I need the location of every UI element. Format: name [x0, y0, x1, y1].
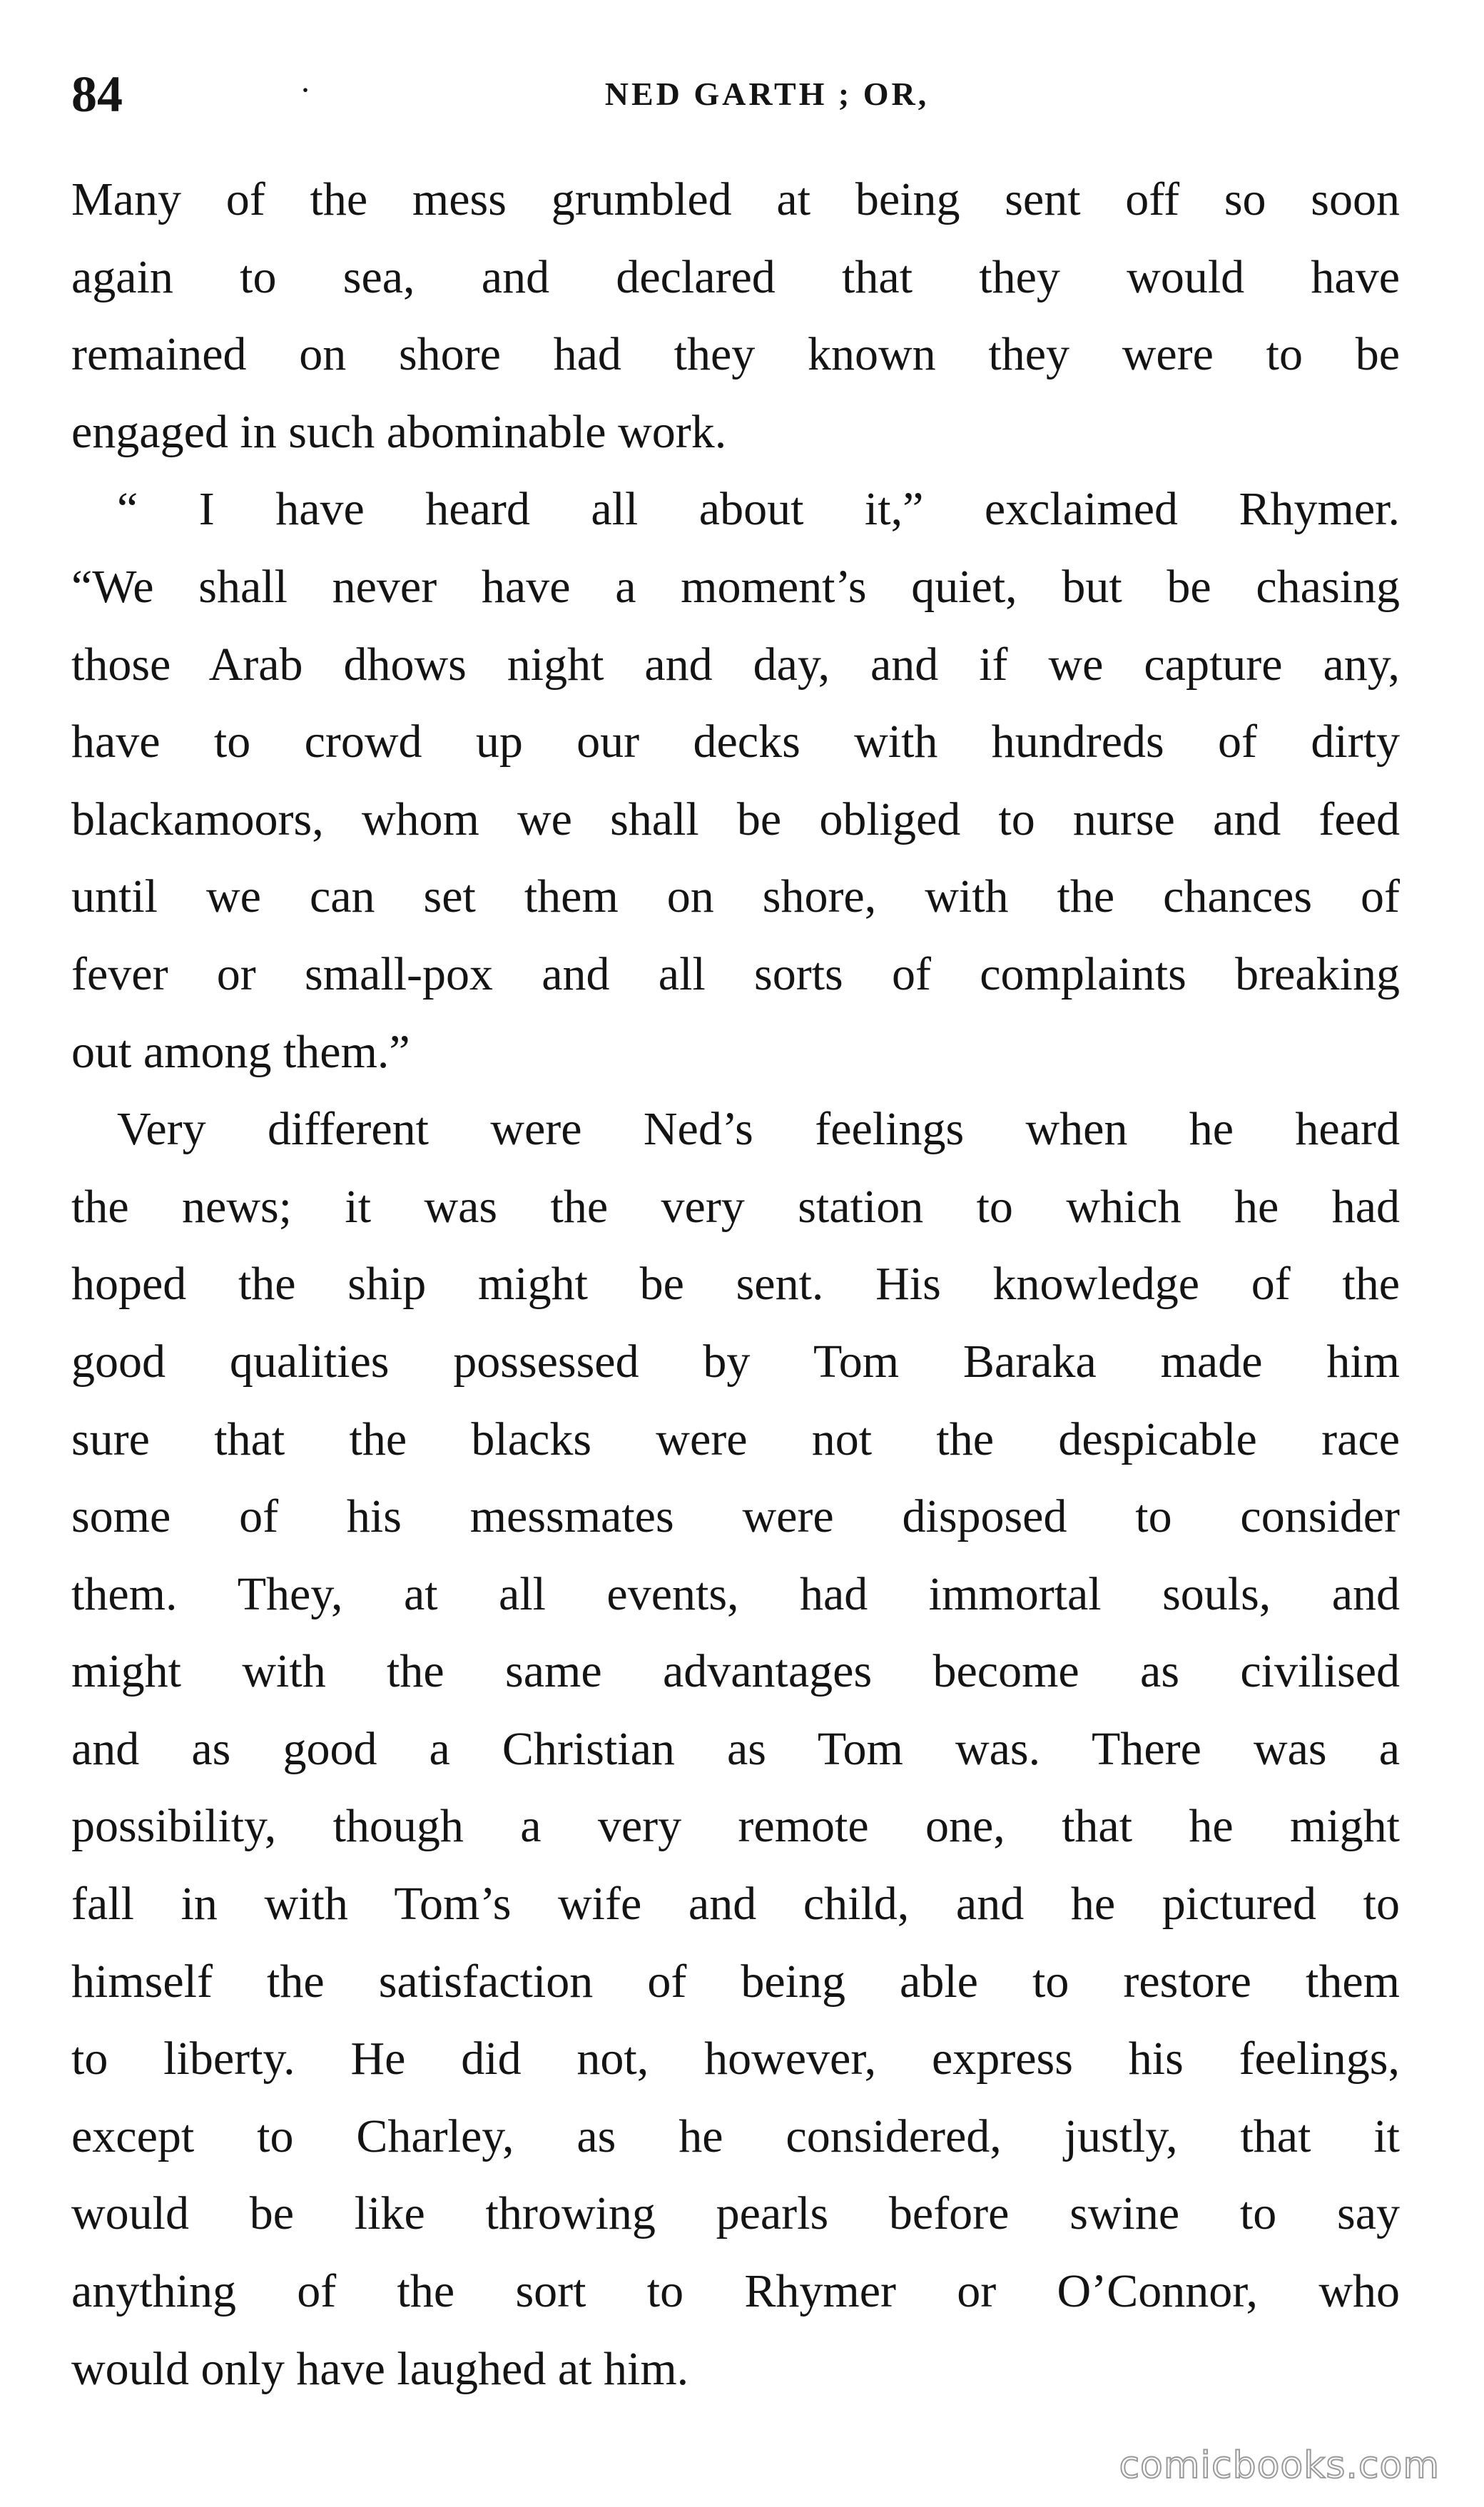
text-line: those Arab dhows night and day, and if we capture any,	[71, 638, 1400, 691]
text-line: Very different were Ned’s feelings when he heard	[117, 1103, 1400, 1156]
text-line: the news; it was the very station to which he had	[71, 1180, 1400, 1233]
text-line: except to Charley, as he considered, justly, that it	[71, 2110, 1400, 2162]
text-line: out among them.”	[71, 1025, 410, 1078]
text-line: to liberty. He did not, however, express his feelings,	[71, 2033, 1400, 2085]
text-line: would be like throwing pearls before swine to say	[71, 2187, 1400, 2240]
text-line: possibility, though a very remote one, that he might	[71, 1800, 1400, 1853]
text-line: and as good a Christian as Tom was. There was a	[71, 1722, 1400, 1775]
text-line: remained on shore had they known they were to be	[71, 328, 1400, 381]
paragraph	[71, 1091, 1400, 2408]
header-dot: ·	[300, 71, 311, 109]
watermark: comicbooks.com	[1119, 2444, 1440, 2487]
text-line: anything of the sort to Rhymer or O’Connor, who	[71, 2265, 1400, 2318]
text-line: have to crowd up our decks with hundreds of dirty	[71, 716, 1400, 768]
text-line: would only have laughed at him.	[71, 2342, 689, 2395]
page-number: 84	[71, 66, 123, 123]
paragraph	[71, 471, 1400, 1091]
text-line: “We shall never have a moment’s quiet, but be chasing	[71, 560, 1400, 613]
text-line: fall in with Tom’s wife and child, and he pictured to	[71, 1878, 1400, 1931]
text-line: good qualities possessed by Tom Baraka made him	[71, 1335, 1400, 1388]
text-line: fever or small-pox and all sorts of complaints breaking	[71, 947, 1400, 1000]
paragraph	[71, 161, 1400, 471]
text-line: some of his messmates were disposed to consider	[71, 1490, 1400, 1543]
text-line: Many of the mess grumbled at being sent off so soon	[71, 173, 1400, 225]
text-line: blackamoors, whom we shall be obliged to nurse and feed	[71, 793, 1400, 845]
page-header	[71, 59, 1398, 130]
running-head: NED GARTH ; OR,	[604, 76, 930, 112]
text-line: again to sea, and declared that they would have	[71, 250, 1400, 303]
text-line: “ I have heard all about it,” exclaimed Rhymer.	[117, 483, 1400, 536]
text-line: himself the satisfaction of being able to restore them	[71, 1955, 1400, 2008]
text-line: them. They, at all events, had immortal souls, and	[71, 1567, 1400, 1620]
text-line: might with the same advantages become as civilised	[71, 1645, 1400, 1698]
text-line: sure that the blacks were not the despicable race	[71, 1413, 1400, 1465]
text-line: until we can set them on shore, with the chances of	[71, 870, 1400, 923]
body-text	[71, 161, 1400, 2408]
text-line: engaged in such abominable work.	[71, 405, 727, 458]
text-line: hoped the ship might be sent. His knowledge of the	[71, 1258, 1400, 1311]
